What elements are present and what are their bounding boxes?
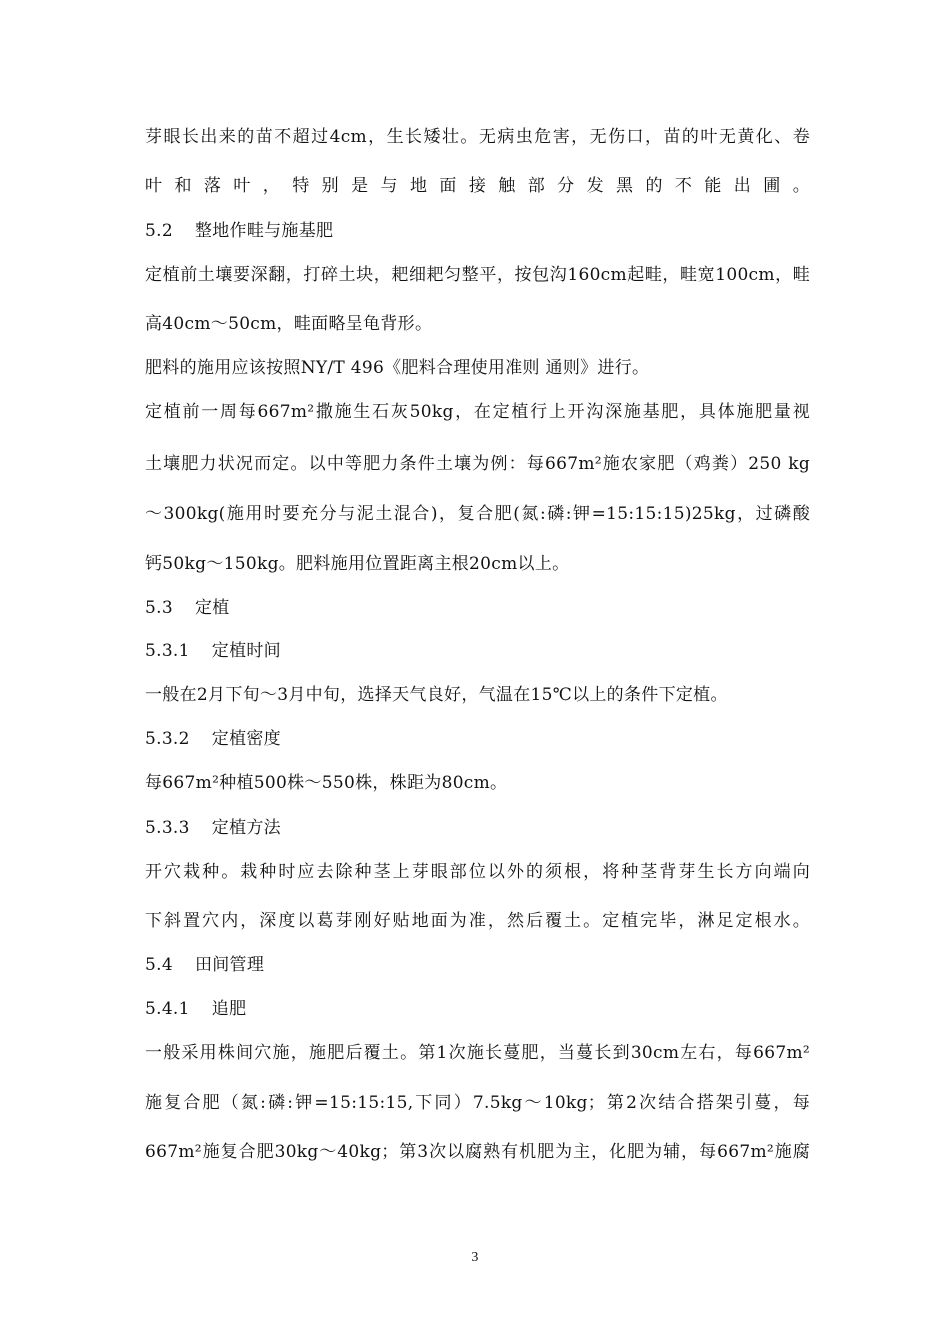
body-line-13: 一般在2月下旬～3月中旬，选择天气良好，气温在15℃以上的条件下定植。 bbox=[145, 685, 728, 705]
section-heading-5-3-3 bbox=[145, 816, 810, 840]
section-title: 追肥 bbox=[211, 999, 247, 1019]
body-line-22: 施复合肥（氮:磷:钾=15:15:15,下同）7.5kg～10kg；第2次结合搭架引蔓，每 bbox=[145, 1093, 810, 1113]
page-number: 3 bbox=[471, 1250, 479, 1265]
body-line-5: 高40cm～50cm，畦面略呈龟背形。 bbox=[145, 314, 433, 334]
section-number: 5.3 bbox=[145, 598, 173, 618]
section-number: 5.3.1 bbox=[145, 641, 190, 661]
body-line-18: 下斜置穴内，深度以葛芽刚好贴地面为准，然后覆土。定植完毕，淋足定根水。 bbox=[145, 911, 810, 931]
body-line-7: 定植前一周每667m²撒施生石灰50kg，在定植行上开沟深施基肥，具体施肥量视 bbox=[145, 402, 810, 422]
body-line-4: 定植前土壤要深翻，打碎土块，耙细耙匀整平，按包沟160cm起畦，畦宽100cm，畦 bbox=[145, 265, 810, 285]
section-number: 5.3.2 bbox=[145, 729, 190, 749]
section-number: 5.3.3 bbox=[145, 818, 190, 838]
section-title: 定植 bbox=[194, 598, 230, 618]
section-heading-5-3-2 bbox=[145, 727, 810, 751]
body-line-17: 开穴栽种。栽种时应去除种茎上芽眼部位以外的须根，将种茎背芽生长方向端向 bbox=[145, 862, 810, 882]
body-line-1: 芽眼长出来的苗不超过4cm，生长矮壮。无病虫危害，无伤口，苗的叶无黄化、卷 bbox=[145, 127, 810, 147]
section-number: 5.4 bbox=[145, 955, 173, 975]
section-number: 5.2 bbox=[145, 221, 173, 241]
section-heading-5-4-1 bbox=[145, 997, 810, 1021]
section-number: 5.4.1 bbox=[145, 999, 190, 1019]
body-line-23: 667m²施复合肥30kg～40kg；第3次以腐熟有机肥为主，化肥为辅，每667m²施腐 bbox=[145, 1142, 810, 1162]
section-title: 定植时间 bbox=[211, 641, 281, 661]
section-heading-5-4 bbox=[145, 953, 810, 977]
section-title: 整地作畦与施基肥 bbox=[194, 221, 334, 241]
section-heading-5-3 bbox=[145, 596, 810, 620]
body-line-15: 每667m²种植500株～550株，株距为80cm。 bbox=[145, 773, 508, 793]
section-title: 定植方法 bbox=[211, 818, 281, 838]
section-title: 田间管理 bbox=[194, 955, 265, 975]
section-heading-5-3-1 bbox=[145, 639, 810, 663]
body-line-6: 肥料的施用应该按照NY/T 496《肥料合理使用准则 通则》进行。 bbox=[145, 358, 650, 378]
body-line-2: 叶和落叶，特别是与地面接触部分发黑的不能出圃。 bbox=[145, 176, 810, 196]
body-line-9: ～300kg(施用时要充分与泥土混合)，复合肥(氮:磷:钾=15:15:15)25kg，过磷酸 bbox=[145, 504, 810, 524]
body-line-8: 土壤肥力状况而定。以中等肥力条件土壤为例：每667m²施农家肥（鸡粪）250 kg bbox=[145, 454, 810, 474]
body-line-10: 钙50kg～150kg。肥料施用位置距离主根20cm以上。 bbox=[145, 554, 570, 574]
section-heading-5-2 bbox=[145, 219, 810, 243]
section-title: 定植密度 bbox=[211, 729, 281, 749]
body-line-21: 一般采用株间穴施，施肥后覆土。第1次施长蔓肥，当蔓长到30cm左右，每667m² bbox=[145, 1043, 810, 1063]
